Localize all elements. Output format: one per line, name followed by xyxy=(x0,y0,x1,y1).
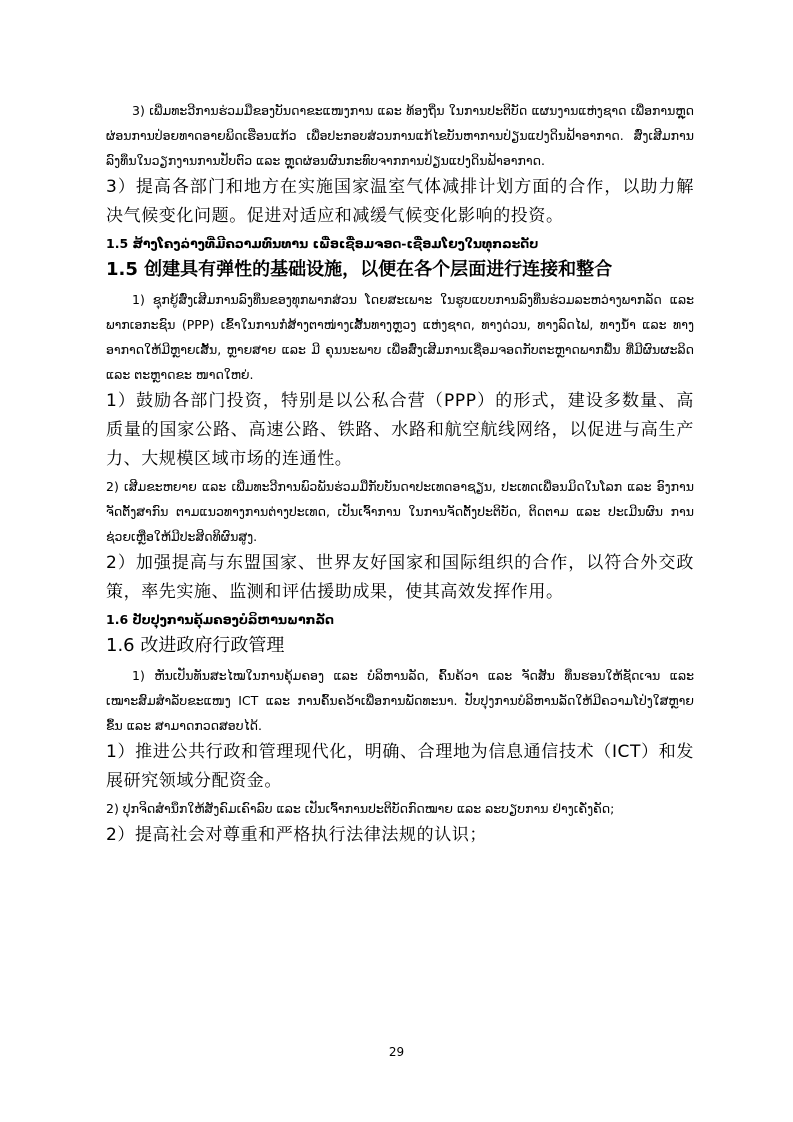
page-number: 29 xyxy=(388,1045,405,1059)
paragraph-lao-4: 1) ຫັນເປັນທັນສະໄໝໃນການຄຸ້ມຄອງ ແລະ ບໍລິຫານລັດ, ຄົ້ນຄ້ວາ ແລະ ຈັດສັນ ທຶນຮອນໃຫ້ຊັດເຈນ ແລະ ເໝາະສົມສຳລັບຂະແໜງ ICT ແລະ ການຄົ້ນຄວ້າເພື່ອການພັດທະນາ. ປັບປຸງການບໍລິຫານລັດໃຫ້ມີຄວາມໂປ່ງໃສຫຼາຍຂຶ້ນ ແລະ ສາມາດກວດສອບໄດ້. xyxy=(106,668,694,733)
paragraph-zh-4: 1）推进公共行政和管理现代化，明确、合理地为信息通信技术（ICT）和发展研究领域分配资金。 xyxy=(106,742,694,791)
paragraph-zh-1: 3）提高各部门和地方在实施国家温室气体减排计划方面的合作，以助力解决气候变化问题。促进对适应和减缓气候变化影响的投资。 xyxy=(106,177,694,226)
page-body xyxy=(106,98,694,850)
paragraph-lao-1: 3) ເພີ່ມທະວີການຮ່ວມມືຂອງບັນດາຂະແໜງການ ແລະ ທ້ອງຖິ່ນ ໃນການປະຕິບັດ ແຜນງານແຫ່ງຊາດ ເພື່ອການຫຼຸດຜ່ອນການປ່ອຍທາດອາຍພິດເຮືອນແກ້ວ ເພື່ອປະກອບສ່ວນການແກ້ໄຂບັນຫາການປ່ຽນແປງດິນຟ້າອາກາດ. ສົ່ງເສີມການລົງທຶນໃນວຽກງານການປັບຕົວ ແລະ ຫຼຸດຜ່ອນຜົນກະທົບຈາກການປ່ຽນແປງດິນຟ້າອາກາດ. xyxy=(106,103,694,168)
paragraph-zh-3: 2）加强提高与东盟国家、世界友好国家和国际组织的合作，以符合外交政策，率先实施、监测和评估援助成果，使其高效发挥作用。 xyxy=(106,553,694,602)
heading-1-5-zh: 1.5 创建具有弹性的基础设施，以便在各个层面进行连接和整合 xyxy=(106,259,613,280)
heading-1-6-zh: 1.6 改进政府行政管理 xyxy=(106,635,285,656)
paragraph-lao-3: 2) ເສີມຂະຫຍາຍ ແລະ ເພີ່ມທະວີການພົວພັນຮ່ວມມືກັບບັນດາປະເທດອາຊຽນ, ປະເທດເພື່ອນມິດໃນໂລກ ແລະ ອົງການຈັດຕັ້ງສາກົນ ຕາມແນວທາງການຕ່າງປະເທດ, ເປັນເຈົ້າການ ໃນການຈັດຕັ້ງປະຕິບັດ, ຕິດຕາມ ແລະ ປະເມີນຜົນ ການຊ່ວຍເຫຼືອໃຫ້ມີປະສິດທິຜົນສູງ. xyxy=(106,479,694,544)
paragraph-lao-2: 1) ຊຸກຍູ້ສົ່ງເສີມການລົງທຶນຂອງທຸກພາກສ່ວນ ໂດຍສະເພາະ ໃນຮູບແບບການລົງທຶນຮ່ວມລະຫວ່າງພາກລັດ ແລະ ພາກເອກະຊົນ (PPP) ເຂົ້າໃນການກໍ່ສ້າງຕາໜ່າງເສັ້ນທາງຫຼວງ ແຫ່ງຊາດ, ທາງດ່ວນ, ທາງລົດໄຟ, ທາງນ້ຳ ແລະ ທາງອາກາດໃຫ້ມີຫຼາຍເສັ້ນ, ຫຼາຍສາຍ ແລະ ມີ ຄຸນນະພາບ ເພື່ອສົ່ງເສີມການເຊື່ອມຈອດກັບຕະຫຼາດພາກພື້ນ ທີ່ມີຜົນຜະລິດ ແລະ ຕະຫຼາດຂະ ໜາດໃຫຍ່. xyxy=(106,292,694,382)
heading-1-6-lao: 1.6 ປັບປຸງການຄຸ້ມຄອງບໍລິຫານພາກລັດ xyxy=(106,612,334,627)
paragraph-lao-5: 2) ປຸກຈິດສຳນຶກໃຫ້ສັງຄົມເຄົາລົບ ແລະ ເປັນເຈົ້າການປະຕິບັດກົດໝາຍ ແລະ ລະບຽບການ ຢ່າງເຄັ່ງຄັດ; xyxy=(106,801,615,816)
heading-1-5-lao: 1.5 ສ້າງໂຄງລ່າງທີ່ມີຄວາມທົນທານ ເພື່ອເຊື່ອມຈອດ-ເຊື່ອມໂຍງໃນທຸກລະດັບ xyxy=(106,236,539,251)
paragraph-zh-2: 1）鼓励各部门投资，特别是以公私合营（PPP）的形式，建设多数量、高质量的国家公路、高速公路、铁路、水路和航空航线网络，以促进与高生产力、大规模区域市场的连通性。 xyxy=(106,391,694,469)
paragraph-zh-5: 2）提高社会对尊重和严格执行法律法规的认识； xyxy=(106,825,488,845)
